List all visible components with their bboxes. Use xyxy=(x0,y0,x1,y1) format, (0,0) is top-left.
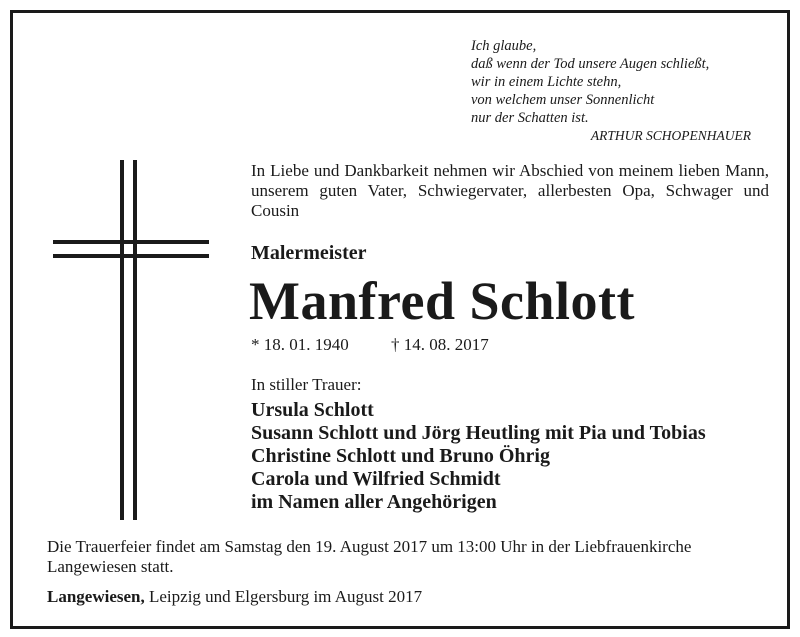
mourning-label: In stiller Trauer: xyxy=(251,375,362,394)
mourner-name: Susann Schlott und Jörg Heutling mit Pia und Tobias xyxy=(251,422,706,444)
quote-block xyxy=(471,37,771,145)
place-rest: Leipzig und Elgersburg im August 2017 xyxy=(144,587,423,606)
quote-line: wir in einem Lichte stehn, xyxy=(471,74,622,90)
quote-line: von welchem unser Sonnenlicht xyxy=(471,92,655,108)
mourner-name: im Namen aller Angehörigen xyxy=(251,491,497,513)
mourner-list xyxy=(251,399,706,514)
death-date: † 14. 08. 2017 xyxy=(391,335,489,354)
place-and-date xyxy=(47,587,422,607)
quote-author: ARTHUR SCHOPENHAUER xyxy=(590,128,751,143)
cross-icon xyxy=(53,160,209,520)
quote-line: Ich glaube, xyxy=(471,38,537,54)
mourner-name: Ursula Schlott xyxy=(251,399,374,421)
deceased-name: Manfred Schlott xyxy=(249,271,635,331)
quote-line: daß wenn der Tod unsere Augen schließt, xyxy=(471,56,710,72)
profession-title: Malermeister xyxy=(251,242,367,264)
place-town: Langewiesen, xyxy=(47,587,145,606)
quote-line: nur der Schatten ist. xyxy=(471,110,589,126)
obituary-notice xyxy=(10,10,790,629)
life-dates xyxy=(251,335,489,355)
intro-text: In Liebe und Dankbarkeit nehmen wir Abschied von meinem lieben Mann, unserem guten Vater, Schwiegervater, allerbesten Opa, Schwager und Cousin xyxy=(251,161,769,220)
funeral-info: Die Trauerfeier findet am Samstag den 19. August 2017 um 13:00 Uhr in der Liebfrauenkirche Langewiesen statt. xyxy=(47,537,692,576)
mourner-name: Carola und Wilfried Schmidt xyxy=(251,468,501,490)
mourner-name: Christine Schlott und Bruno Öhrig xyxy=(251,445,550,467)
birth-date: * 18. 01. 1940 xyxy=(251,335,349,354)
